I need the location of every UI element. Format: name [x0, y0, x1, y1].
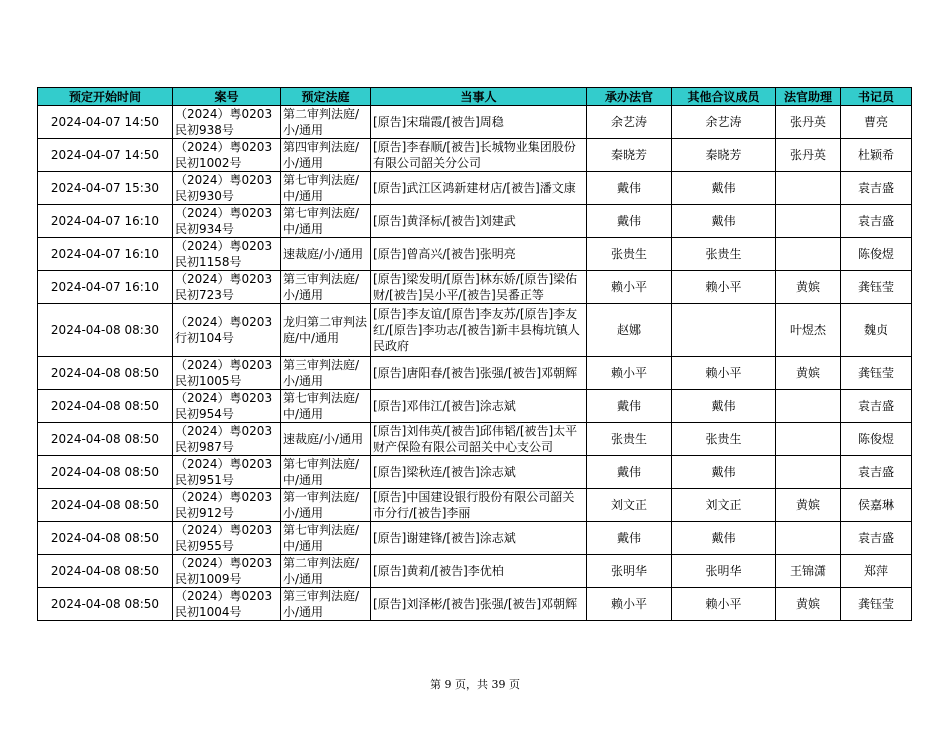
courtroom-cell: 速裁庭/小/通用: [281, 238, 371, 271]
case-number-cell: （2024）粤0203民初930号: [173, 172, 281, 205]
presiding-judge-cell: 赖小平: [587, 357, 672, 390]
presiding-judge-cell: 戴伟: [587, 390, 672, 423]
parties-cell: [原告]谢建锋/[被告]涂志斌: [371, 522, 587, 555]
start-time-cell: 2024-04-08 08:50: [38, 456, 173, 489]
parties-cell: [原告]李春顺/[被告]长城物业集团股份有限公司韶关分公司: [371, 139, 587, 172]
panel-members-cell: 刘文正: [672, 489, 776, 522]
courtroom-cell: 第三审判法庭/小/通用: [281, 357, 371, 390]
table-row: [38, 238, 912, 271]
table-row: [38, 489, 912, 522]
start-time-cell: 2024-04-08 08:50: [38, 390, 173, 423]
table-row: [38, 522, 912, 555]
case-number-cell: （2024）粤0203民初1009号: [173, 555, 281, 588]
header-panel-members: 其他合议成员: [672, 88, 776, 106]
start-time-cell: 2024-04-07 16:10: [38, 205, 173, 238]
parties-cell: [原告]中国建设银行股份有限公司韶关市分行/[被告]李丽: [371, 489, 587, 522]
case-number-cell: （2024）粤0203民初723号: [173, 271, 281, 304]
start-time-cell: 2024-04-08 08:30: [38, 304, 173, 357]
presiding-judge-cell: 戴伟: [587, 522, 672, 555]
judge-assistant-cell: 叶煜杰: [776, 304, 841, 357]
parties-cell: [原告]黄莉/[被告]李优柏: [371, 555, 587, 588]
page-number: 第 9 页，共 39 页: [430, 678, 520, 691]
parties-cell: [原告]宋瑞霞/[被告]周稳: [371, 106, 587, 139]
presiding-judge-cell: 戴伟: [587, 456, 672, 489]
courtroom-cell: 第七审判法庭/中/通用: [281, 172, 371, 205]
case-number-cell: （2024）粤0203民初987号: [173, 423, 281, 456]
start-time-cell: 2024-04-08 08:50: [38, 489, 173, 522]
judge-assistant-cell: [776, 390, 841, 423]
judge-assistant-cell: [776, 456, 841, 489]
clerk-cell: 郑萍: [841, 555, 912, 588]
panel-members-cell: 余艺涛: [672, 106, 776, 139]
case-number-cell: （2024）粤0203民初912号: [173, 489, 281, 522]
case-number-cell: （2024）粤0203民初1004号: [173, 588, 281, 621]
case-number-cell: （2024）粤0203民初951号: [173, 456, 281, 489]
table-row: [38, 588, 912, 621]
table-row: [38, 106, 912, 139]
start-time-cell: 2024-04-08 08:50: [38, 522, 173, 555]
start-time-cell: 2024-04-08 08:50: [38, 588, 173, 621]
panel-members-cell: 秦晓芳: [672, 139, 776, 172]
courtroom-cell: 第七审判法庭/中/通用: [281, 390, 371, 423]
table-row: [38, 139, 912, 172]
judge-assistant-cell: 黄嫔: [776, 588, 841, 621]
panel-members-cell: 戴伟: [672, 172, 776, 205]
table-row: [38, 205, 912, 238]
presiding-judge-cell: 余艺涛: [587, 106, 672, 139]
header-case-number: 案号: [173, 88, 281, 106]
presiding-judge-cell: 张贵生: [587, 423, 672, 456]
presiding-judge-cell: 张贵生: [587, 238, 672, 271]
header-row: [38, 88, 912, 106]
table-row: [38, 456, 912, 489]
presiding-judge-cell: 刘文正: [587, 489, 672, 522]
parties-cell: [原告]梁秋连/[被告]涂志斌: [371, 456, 587, 489]
courtroom-cell: 速裁庭/小/通用: [281, 423, 371, 456]
panel-members-cell: 赖小平: [672, 588, 776, 621]
start-time-cell: 2024-04-07 14:50: [38, 106, 173, 139]
judge-assistant-cell: [776, 238, 841, 271]
panel-members-cell: [672, 304, 776, 357]
panel-members-cell: 戴伟: [672, 456, 776, 489]
clerk-cell: 龚钰莹: [841, 271, 912, 304]
clerk-cell: 魏贞: [841, 304, 912, 357]
courtroom-cell: 第七审判法庭/中/通用: [281, 205, 371, 238]
judge-assistant-cell: [776, 423, 841, 456]
panel-members-cell: 戴伟: [672, 205, 776, 238]
judge-assistant-cell: 黄嫔: [776, 489, 841, 522]
case-number-cell: （2024）粤0203民初954号: [173, 390, 281, 423]
clerk-cell: 袁吉盛: [841, 522, 912, 555]
panel-members-cell: 赖小平: [672, 271, 776, 304]
panel-members-cell: 张贵生: [672, 423, 776, 456]
judge-assistant-cell: [776, 205, 841, 238]
judge-assistant-cell: 张丹英: [776, 106, 841, 139]
presiding-judge-cell: 秦晓芳: [587, 139, 672, 172]
header-clerk: 书记员: [841, 88, 912, 106]
presiding-judge-cell: 戴伟: [587, 205, 672, 238]
header-courtroom: 预定法庭: [281, 88, 371, 106]
start-time-cell: 2024-04-07 14:50: [38, 139, 173, 172]
parties-cell: [原告]武江区鸿新建材店/[被告]潘文康: [371, 172, 587, 205]
clerk-cell: 陈俊煜: [841, 238, 912, 271]
judge-assistant-cell: [776, 522, 841, 555]
table-row: [38, 304, 912, 357]
case-number-cell: （2024）粤0203民初1158号: [173, 238, 281, 271]
table-row: [38, 357, 912, 390]
start-time-cell: 2024-04-08 08:50: [38, 555, 173, 588]
table-row: [38, 271, 912, 304]
judge-assistant-cell: 张丹英: [776, 139, 841, 172]
start-time-cell: 2024-04-07 16:10: [38, 238, 173, 271]
parties-cell: [原告]曾高兴/[被告]张明亮: [371, 238, 587, 271]
clerk-cell: 侯嘉琳: [841, 489, 912, 522]
clerk-cell: 龚钰莹: [841, 357, 912, 390]
hearing-schedule-table: [37, 87, 912, 621]
clerk-cell: 袁吉盛: [841, 456, 912, 489]
clerk-cell: 袁吉盛: [841, 172, 912, 205]
courtroom-cell: 第七审判法庭/中/通用: [281, 522, 371, 555]
presiding-judge-cell: 赖小平: [587, 271, 672, 304]
table-row: [38, 390, 912, 423]
clerk-cell: 曹亮: [841, 106, 912, 139]
clerk-cell: 杜颖希: [841, 139, 912, 172]
judge-assistant-cell: 黄嫔: [776, 271, 841, 304]
start-time-cell: 2024-04-08 08:50: [38, 423, 173, 456]
table-row: [38, 555, 912, 588]
parties-cell: [原告]梁发明/[原告]林东娇/[原告]梁佑财/[被告]吴小平/[被告]吴番正等: [371, 271, 587, 304]
presiding-judge-cell: 张明华: [587, 555, 672, 588]
courtroom-cell: 第三审判法庭/小/通用: [281, 271, 371, 304]
case-number-cell: （2024）粤0203民初1005号: [173, 357, 281, 390]
judge-assistant-cell: 王锦潇: [776, 555, 841, 588]
parties-cell: [原告]唐阳春/[被告]张强/[被告]邓朝辉: [371, 357, 587, 390]
header-judge-assistant: 法官助理: [776, 88, 841, 106]
panel-members-cell: 张明华: [672, 555, 776, 588]
parties-cell: [原告]黄泽标/[被告]刘建武: [371, 205, 587, 238]
courtroom-cell: 第四审判法庭/小/通用: [281, 139, 371, 172]
judge-assistant-cell: 黄嫔: [776, 357, 841, 390]
courtroom-cell: 龙归第二审判法庭/中/通用: [281, 304, 371, 357]
parties-cell: [原告]邓伟江/[被告]涂志斌: [371, 390, 587, 423]
parties-cell: [原告]刘泽彬/[被告]张强/[被告]邓朝辉: [371, 588, 587, 621]
courtroom-cell: 第二审判法庭/小/通用: [281, 555, 371, 588]
presiding-judge-cell: 赖小平: [587, 588, 672, 621]
start-time-cell: 2024-04-07 15:30: [38, 172, 173, 205]
case-number-cell: （2024）粤0203民初955号: [173, 522, 281, 555]
presiding-judge-cell: 戴伟: [587, 172, 672, 205]
case-number-cell: （2024）粤0203行初104号: [173, 304, 281, 357]
courtroom-cell: 第一审判法庭/小/通用: [281, 489, 371, 522]
panel-members-cell: 戴伟: [672, 522, 776, 555]
clerk-cell: 袁吉盛: [841, 390, 912, 423]
clerk-cell: 陈俊煜: [841, 423, 912, 456]
table-row: [38, 172, 912, 205]
start-time-cell: 2024-04-08 08:50: [38, 357, 173, 390]
panel-members-cell: 张贵生: [672, 238, 776, 271]
courtroom-cell: 第七审判法庭/中/通用: [281, 456, 371, 489]
case-number-cell: （2024）粤0203民初938号: [173, 106, 281, 139]
header-start-time: 预定开始时间: [38, 88, 173, 106]
presiding-judge-cell: 赵娜: [587, 304, 672, 357]
clerk-cell: 龚钰莹: [841, 588, 912, 621]
case-number-cell: （2024）粤0203民初934号: [173, 205, 281, 238]
judge-assistant-cell: [776, 172, 841, 205]
header-parties: 当事人: [371, 88, 587, 106]
courtroom-cell: 第三审判法庭/小/通用: [281, 588, 371, 621]
panel-members-cell: 赖小平: [672, 357, 776, 390]
courtroom-cell: 第二审判法庭/小/通用: [281, 106, 371, 139]
header-presiding-judge: 承办法官: [587, 88, 672, 106]
panel-members-cell: 戴伟: [672, 390, 776, 423]
start-time-cell: 2024-04-07 16:10: [38, 271, 173, 304]
table-row: [38, 423, 912, 456]
case-number-cell: （2024）粤0203民初1002号: [173, 139, 281, 172]
clerk-cell: 袁吉盛: [841, 205, 912, 238]
parties-cell: [原告]李友谊/[原告]李友苏/[原告]李友红/[原告]李功志/[被告]新丰县梅坑镇人民政府: [371, 304, 587, 357]
parties-cell: [原告]刘伟英/[被告]邱伟韬/[被告]太平财产保险有限公司韶关中心支公司: [371, 423, 587, 456]
